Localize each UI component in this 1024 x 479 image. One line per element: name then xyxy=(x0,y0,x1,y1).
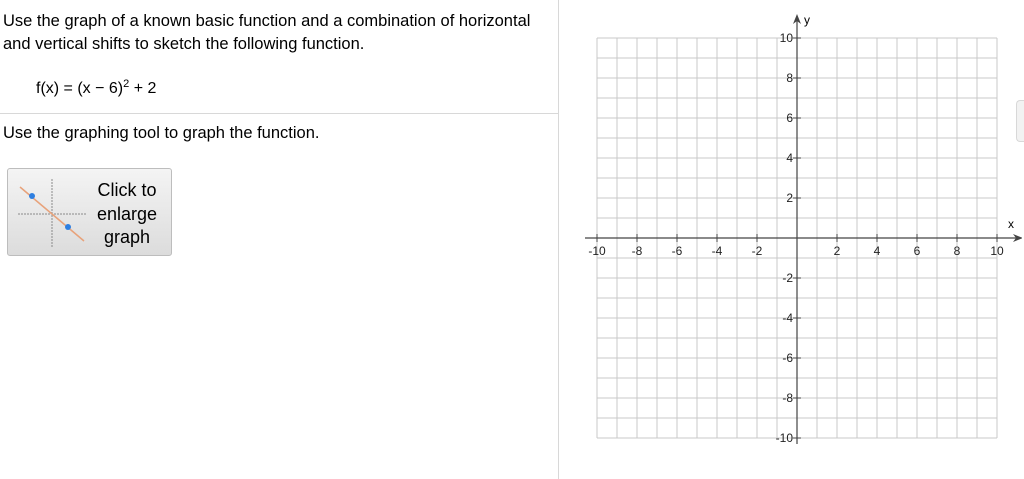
x-tick-label: -2 xyxy=(751,244,763,258)
function-formula xyxy=(36,80,156,98)
x-tick-label: -10 xyxy=(588,244,606,258)
x-tick-label: -6 xyxy=(671,244,683,258)
y-tick-label: 2 xyxy=(786,191,793,205)
y-axis-label: y xyxy=(804,13,810,27)
section-divider xyxy=(0,113,558,114)
x-tick-label: -4 xyxy=(711,244,723,258)
formula-exponent: 2 xyxy=(123,78,130,90)
formula-base: f(x) = (x − 6) xyxy=(36,80,124,97)
line-graph-thumbnail-icon xyxy=(16,175,88,249)
y-tick-label: 10 xyxy=(779,31,793,45)
enlarge-label-line2: enlarge xyxy=(96,203,158,224)
y-tick-label: -10 xyxy=(775,431,793,445)
formula-tail: + 2 xyxy=(129,80,157,97)
x-tick-label: 8 xyxy=(953,244,961,258)
x-tick-label: 6 xyxy=(913,244,921,258)
y-tick-label: -2 xyxy=(782,271,793,285)
enlarge-graph-button[interactable] xyxy=(7,168,172,256)
tool-instruction: Use the graphing tool to graph the function. xyxy=(3,124,320,142)
coordinate-graph[interactable] xyxy=(582,10,1022,450)
x-tick-label: 4 xyxy=(873,244,881,258)
enlarge-label-line1: Click to xyxy=(97,180,157,200)
scrollbar-handle[interactable] xyxy=(1016,100,1024,142)
enlarge-button-label xyxy=(88,179,166,250)
y-tick-label: 4 xyxy=(786,151,793,165)
x-tick-label: -8 xyxy=(631,244,643,258)
x-axis-label: x xyxy=(1008,217,1014,231)
x-tick-label: 10 xyxy=(990,244,1004,258)
y-tick-label: 6 xyxy=(786,111,793,125)
problem-instruction: Use the graph of a known basic function and a combination of horizontal and vertical shifts to sketch the following function. xyxy=(3,12,531,53)
y-tick-label: -6 xyxy=(782,351,793,365)
x-tick-label: 2 xyxy=(833,244,841,258)
pane-divider xyxy=(558,0,559,479)
y-tick-label: 8 xyxy=(786,71,793,85)
enlarge-label-line3: graph xyxy=(103,227,151,247)
y-tick-label: -8 xyxy=(782,391,793,405)
y-tick-label: -4 xyxy=(782,311,793,325)
